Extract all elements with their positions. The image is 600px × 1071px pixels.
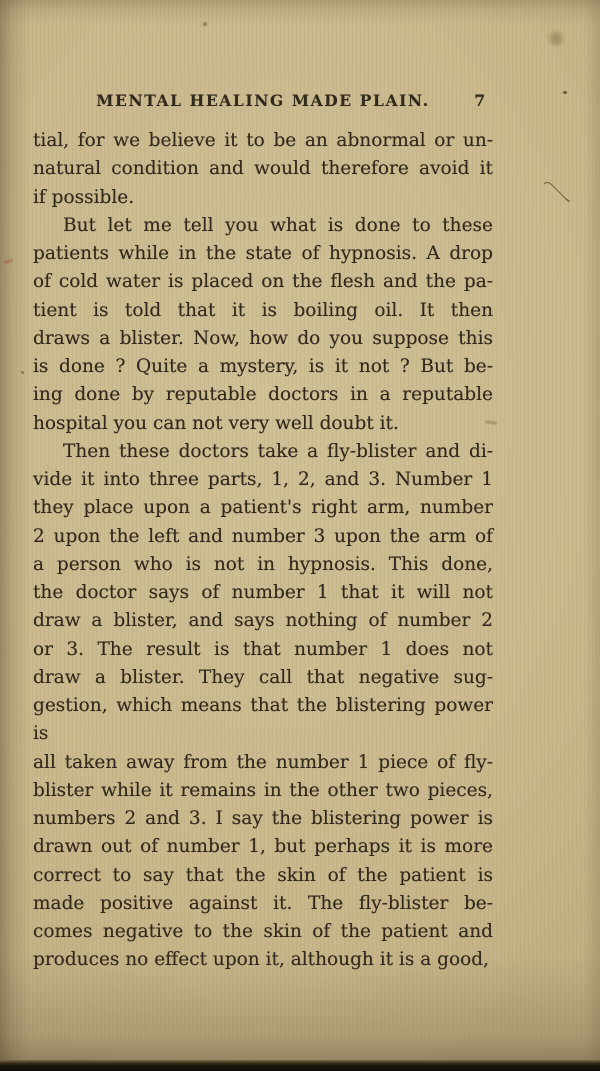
text-line: the doctor says of number 1 that it will not (33, 582, 493, 603)
text-line: draw a blister, and says nothing of number 2 (33, 610, 493, 632)
running-header-title: MENTAL HEALING MADE PLAIN. (96, 91, 430, 110)
paragraph (33, 212, 493, 438)
text-line: they place upon a patient's right arm, number (33, 497, 493, 519)
text-line: drawn out of number 1, but perhaps it is more (33, 836, 493, 858)
text-line: gestion, which means that the blistering power is (33, 695, 493, 745)
text-line: draw a blister. They call that negative sug- (33, 666, 493, 688)
text-line: ing done by reputable doctors in a reputable (33, 384, 493, 406)
paper-speck (563, 91, 567, 94)
paragraph (33, 127, 493, 212)
text-line: patients while in the state of hypnosis. A drop (33, 243, 493, 264)
text-line: comes negative to the skin of the patient and (33, 921, 493, 942)
paper-speck (21, 371, 24, 374)
text-line: 2 upon the left and number 3 upon the arm of (33, 525, 493, 547)
body-text (33, 127, 493, 975)
text-line: made positive against it. The fly-blister be- (33, 892, 493, 914)
text-line: But let me tell you what is done to these (63, 214, 493, 236)
text-line: numbers 2 and 3. I say the blistering power is (33, 808, 493, 829)
text-line: produces no effect upon it, although it is a good, (33, 949, 489, 971)
text-line: if possible. (33, 186, 135, 208)
text-line: blister while it remains in the other two pieces, (33, 779, 493, 801)
text-line: is done ? Quite a mystery, is it not ? But be- (33, 356, 493, 377)
text-line: correct to say that the skin of the patient is (33, 864, 493, 886)
text-line: Then these doctors take a fly-blister and di- (63, 440, 493, 462)
text-line: natural condition and would therefore avoid it (33, 158, 493, 180)
edge-mark (4, 259, 13, 265)
foxing-spot (547, 30, 565, 47)
text-line: of cold water is placed on the flesh and the pa- (33, 271, 493, 293)
text-line: hospital you can not very well doubt it. (33, 412, 399, 434)
scan-edge-band (0, 1060, 600, 1071)
text-line: tient is told that it is boiling oil. It then (33, 299, 493, 321)
text-line: or 3. The result is that number 1 does not (33, 638, 493, 660)
text-line: tial, for we believe it to be an abnormal or un- (33, 130, 493, 151)
running-header (33, 91, 493, 113)
paragraph (33, 438, 493, 975)
text-line: vide it into three parts, 1, 2, and 3. Number 1 (33, 469, 493, 490)
page-number: 7 (474, 91, 485, 110)
text-line: all taken away from the number 1 piece of fly- (33, 751, 493, 773)
paper-speck (203, 22, 207, 26)
text-line: draws a blister. Now, how do you suppose this (33, 327, 493, 349)
scratch-mark (540, 175, 576, 209)
text-line: a person who is not in hypnosis. This done, (33, 553, 493, 575)
